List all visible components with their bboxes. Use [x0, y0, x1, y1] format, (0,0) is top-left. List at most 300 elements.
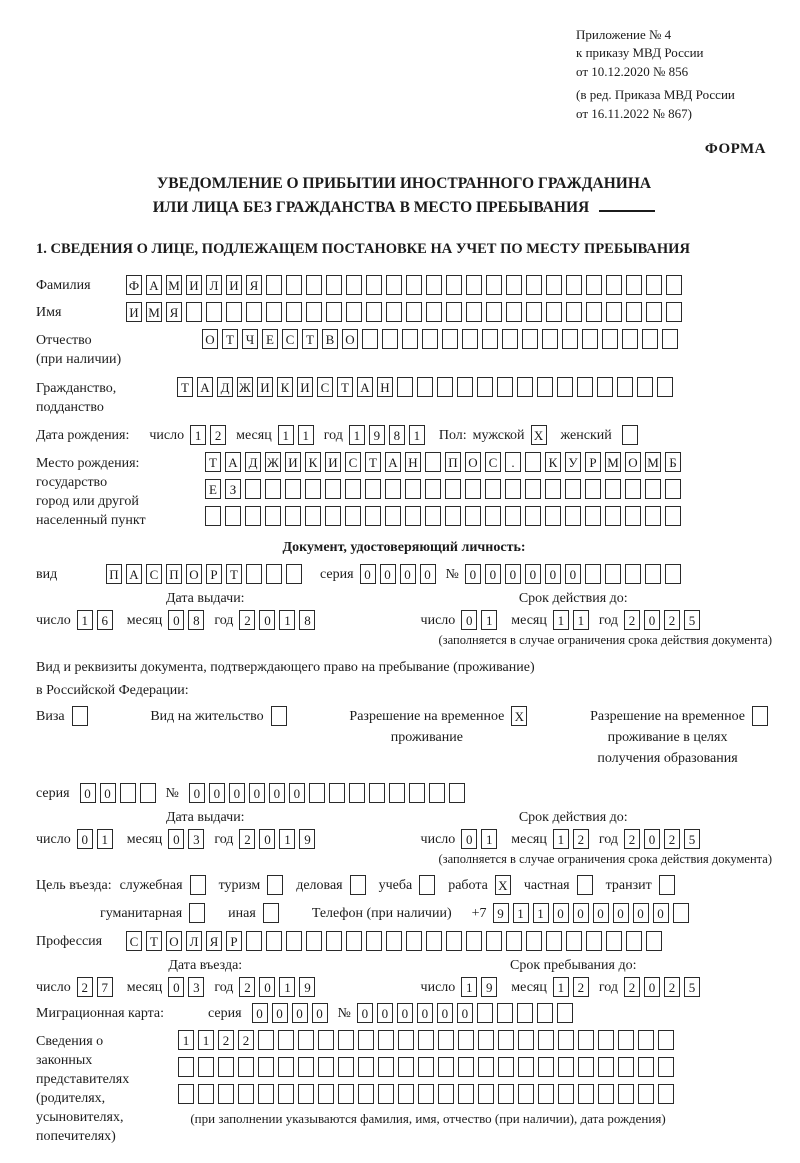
char-box[interactable]: 0: [259, 610, 275, 630]
char-box[interactable]: [618, 1030, 634, 1050]
char-box[interactable]: 5: [684, 610, 700, 630]
char-box[interactable]: Т: [205, 452, 221, 472]
char-box[interactable]: [438, 1084, 454, 1104]
char-box[interactable]: 1: [553, 610, 569, 630]
char-box[interactable]: [305, 506, 321, 526]
char-box[interactable]: [267, 875, 283, 895]
char-box[interactable]: [246, 302, 262, 322]
char-box[interactable]: [517, 377, 533, 397]
char-box[interactable]: [258, 1030, 274, 1050]
char-box[interactable]: Ж: [237, 377, 253, 397]
char-box[interactable]: 0: [593, 903, 609, 923]
char-box[interactable]: [186, 302, 202, 322]
char-box[interactable]: [346, 931, 362, 951]
char-box[interactable]: [418, 1030, 434, 1050]
char-box[interactable]: [517, 1003, 533, 1023]
char-box[interactable]: [286, 564, 302, 584]
char-box[interactable]: [457, 377, 473, 397]
identity-series-input[interactable]: [360, 564, 440, 584]
phone-input[interactable]: [493, 903, 693, 923]
identity-number-input[interactable]: [465, 564, 685, 584]
char-box[interactable]: [378, 1057, 394, 1077]
char-box[interactable]: 9: [299, 977, 315, 997]
char-box[interactable]: Е: [262, 329, 278, 349]
char-box[interactable]: 2: [624, 977, 640, 997]
char-box[interactable]: [545, 506, 561, 526]
char-box[interactable]: С: [345, 452, 361, 472]
char-box[interactable]: [178, 1084, 194, 1104]
char-box[interactable]: 0: [312, 1003, 328, 1023]
char-box[interactable]: [665, 564, 681, 584]
char-box[interactable]: [626, 302, 642, 322]
char-box[interactable]: [585, 506, 601, 526]
char-box[interactable]: [505, 506, 521, 526]
char-box[interactable]: 0: [80, 783, 96, 803]
char-box[interactable]: [309, 783, 325, 803]
purpose-business-checkbox[interactable]: [190, 875, 210, 895]
char-box[interactable]: [446, 275, 462, 295]
char-box[interactable]: [425, 506, 441, 526]
char-box[interactable]: [518, 1084, 534, 1104]
char-box[interactable]: С: [317, 377, 333, 397]
char-box[interactable]: [522, 329, 538, 349]
char-box[interactable]: [558, 1084, 574, 1104]
purpose-commercial-checkbox[interactable]: [350, 875, 370, 895]
birth-month-input[interactable]: [278, 425, 318, 445]
char-box[interactable]: [425, 479, 441, 499]
char-box[interactable]: [538, 1030, 554, 1050]
residence-number-input[interactable]: [189, 783, 469, 803]
char-box[interactable]: [538, 1057, 554, 1077]
purpose-other-checkbox[interactable]: [263, 903, 283, 923]
char-box[interactable]: [482, 329, 498, 349]
char-box[interactable]: [325, 506, 341, 526]
char-box[interactable]: [566, 302, 582, 322]
surname-input[interactable]: [126, 275, 686, 295]
entry-date-month[interactable]: [168, 977, 208, 997]
char-box[interactable]: 9: [369, 425, 385, 445]
char-box[interactable]: 2: [664, 829, 680, 849]
char-box[interactable]: 0: [633, 903, 649, 923]
char-box[interactable]: [578, 1084, 594, 1104]
char-box[interactable]: [606, 931, 622, 951]
char-box[interactable]: [622, 329, 638, 349]
char-box[interactable]: [625, 564, 641, 584]
char-box[interactable]: 0: [229, 783, 245, 803]
char-box[interactable]: [618, 1084, 634, 1104]
char-box[interactable]: Я: [246, 275, 262, 295]
char-box[interactable]: [245, 506, 261, 526]
char-box[interactable]: [398, 1084, 414, 1104]
char-box[interactable]: [266, 931, 282, 951]
char-box[interactable]: [378, 1084, 394, 1104]
char-box[interactable]: 3: [188, 977, 204, 997]
char-box[interactable]: [658, 1057, 674, 1077]
purpose-work-checkbox[interactable]: [495, 875, 515, 895]
char-box[interactable]: 2: [218, 1030, 234, 1050]
char-box[interactable]: [226, 302, 242, 322]
char-box[interactable]: [298, 1057, 314, 1077]
char-box[interactable]: [525, 452, 541, 472]
char-box[interactable]: 2: [238, 1030, 254, 1050]
char-box[interactable]: [265, 506, 281, 526]
char-box[interactable]: [306, 275, 322, 295]
char-box[interactable]: [389, 783, 405, 803]
char-box[interactable]: 0: [485, 564, 501, 584]
char-box[interactable]: Р: [585, 452, 601, 472]
citizenship-input[interactable]: [177, 377, 677, 397]
char-box[interactable]: [178, 1057, 194, 1077]
char-box[interactable]: [366, 275, 382, 295]
char-box[interactable]: [437, 377, 453, 397]
char-box[interactable]: [266, 275, 282, 295]
char-box[interactable]: [406, 931, 422, 951]
stay-until-year[interactable]: [624, 977, 704, 997]
char-box[interactable]: [426, 931, 442, 951]
char-box[interactable]: [246, 564, 262, 584]
char-box[interactable]: 2: [664, 610, 680, 630]
char-box[interactable]: [666, 275, 682, 295]
stay-until-month[interactable]: [553, 977, 593, 997]
char-box[interactable]: [585, 479, 601, 499]
birth-place-input-row1[interactable]: [205, 452, 685, 472]
char-box[interactable]: 2: [210, 425, 226, 445]
char-box[interactable]: Т: [222, 329, 238, 349]
char-box[interactable]: [646, 302, 662, 322]
char-box[interactable]: М: [146, 302, 162, 322]
char-box[interactable]: А: [357, 377, 373, 397]
char-box[interactable]: М: [605, 452, 621, 472]
char-box[interactable]: [366, 302, 382, 322]
char-box[interactable]: [505, 479, 521, 499]
char-box[interactable]: 1: [279, 829, 295, 849]
char-box[interactable]: [478, 1030, 494, 1050]
char-box[interactable]: [358, 1057, 374, 1077]
char-box[interactable]: О: [186, 564, 202, 584]
birth-day-input[interactable]: [190, 425, 230, 445]
identity-expiry-year[interactable]: [624, 610, 704, 630]
birth-place-input-row3[interactable]: [205, 506, 685, 526]
char-box[interactable]: [429, 783, 445, 803]
purpose-tourism-checkbox[interactable]: [267, 875, 287, 895]
identity-expiry-day[interactable]: [461, 610, 501, 630]
char-box[interactable]: [478, 1084, 494, 1104]
char-box[interactable]: [278, 1030, 294, 1050]
char-box[interactable]: 0: [505, 564, 521, 584]
char-box[interactable]: [565, 506, 581, 526]
char-box[interactable]: [318, 1084, 334, 1104]
char-box[interactable]: 2: [239, 977, 255, 997]
char-box[interactable]: 5: [684, 977, 700, 997]
char-box[interactable]: [362, 329, 378, 349]
char-box[interactable]: 1: [97, 829, 113, 849]
char-box[interactable]: [218, 1084, 234, 1104]
char-box[interactable]: [458, 1084, 474, 1104]
char-box[interactable]: С: [282, 329, 298, 349]
char-box[interactable]: X: [531, 425, 547, 445]
char-box[interactable]: 1: [481, 829, 497, 849]
char-box[interactable]: 2: [77, 977, 93, 997]
char-box[interactable]: [265, 479, 281, 499]
char-box[interactable]: [189, 903, 205, 923]
char-box[interactable]: [659, 875, 675, 895]
char-box[interactable]: [542, 329, 558, 349]
char-box[interactable]: 1: [279, 977, 295, 997]
char-box[interactable]: [405, 506, 421, 526]
char-box[interactable]: [577, 377, 593, 397]
char-box[interactable]: 0: [417, 1003, 433, 1023]
char-box[interactable]: [477, 377, 493, 397]
char-box[interactable]: 0: [269, 783, 285, 803]
char-box[interactable]: [537, 377, 553, 397]
char-box[interactable]: [622, 425, 638, 445]
char-box[interactable]: 1: [178, 1030, 194, 1050]
char-box[interactable]: [365, 479, 381, 499]
char-box[interactable]: 1: [573, 610, 589, 630]
char-box[interactable]: Ф: [126, 275, 142, 295]
char-box[interactable]: 1: [481, 610, 497, 630]
char-box[interactable]: Т: [226, 564, 242, 584]
char-box[interactable]: [498, 1057, 514, 1077]
char-box[interactable]: Л: [186, 931, 202, 951]
char-box[interactable]: И: [226, 275, 242, 295]
char-box[interactable]: [350, 875, 366, 895]
name-input[interactable]: [126, 302, 686, 322]
char-box[interactable]: 0: [644, 829, 660, 849]
char-box[interactable]: [586, 931, 602, 951]
char-box[interactable]: [445, 506, 461, 526]
char-box[interactable]: О: [342, 329, 358, 349]
char-box[interactable]: [642, 329, 658, 349]
char-box[interactable]: А: [225, 452, 241, 472]
birth-place-input-row2[interactable]: [205, 479, 685, 499]
char-box[interactable]: З: [225, 479, 241, 499]
char-box[interactable]: 0: [553, 903, 569, 923]
char-box[interactable]: С: [126, 931, 142, 951]
char-box[interactable]: [665, 506, 681, 526]
char-box[interactable]: [326, 931, 342, 951]
char-box[interactable]: [606, 302, 622, 322]
char-box[interactable]: 2: [239, 610, 255, 630]
char-box[interactable]: [497, 377, 513, 397]
char-box[interactable]: К: [545, 452, 561, 472]
char-box[interactable]: [338, 1030, 354, 1050]
char-box[interactable]: [285, 506, 301, 526]
char-box[interactable]: [402, 329, 418, 349]
char-box[interactable]: [349, 783, 365, 803]
char-box[interactable]: [673, 903, 689, 923]
char-box[interactable]: [120, 783, 136, 803]
purpose-transit-checkbox[interactable]: [659, 875, 679, 895]
char-box[interactable]: К: [277, 377, 293, 397]
char-box[interactable]: [346, 302, 362, 322]
char-box[interactable]: [752, 706, 768, 726]
char-box[interactable]: [238, 1084, 254, 1104]
char-box[interactable]: [218, 1057, 234, 1077]
char-box[interactable]: Т: [177, 377, 193, 397]
char-box[interactable]: [485, 479, 501, 499]
char-box[interactable]: [140, 783, 156, 803]
char-box[interactable]: 1: [198, 1030, 214, 1050]
char-box[interactable]: [617, 377, 633, 397]
char-box[interactable]: [546, 302, 562, 322]
residence-issue-month[interactable]: [168, 829, 208, 849]
char-box[interactable]: Р: [206, 564, 222, 584]
char-box[interactable]: [329, 783, 345, 803]
char-box[interactable]: [497, 1003, 513, 1023]
char-box[interactable]: [366, 931, 382, 951]
char-box[interactable]: [558, 1030, 574, 1050]
char-box[interactable]: [558, 1057, 574, 1077]
char-box[interactable]: [386, 275, 402, 295]
char-box[interactable]: И: [186, 275, 202, 295]
char-box[interactable]: 0: [168, 977, 184, 997]
char-box[interactable]: [586, 275, 602, 295]
char-box[interactable]: [658, 1084, 674, 1104]
char-box[interactable]: [278, 1057, 294, 1077]
char-box[interactable]: 0: [420, 564, 436, 584]
char-box[interactable]: [326, 275, 342, 295]
char-box[interactable]: [438, 1057, 454, 1077]
char-box[interactable]: [526, 302, 542, 322]
char-box[interactable]: [385, 479, 401, 499]
char-box[interactable]: П: [445, 452, 461, 472]
char-box[interactable]: [566, 275, 582, 295]
char-box[interactable]: [198, 1084, 214, 1104]
char-box[interactable]: [518, 1057, 534, 1077]
char-box[interactable]: [206, 302, 222, 322]
char-box[interactable]: 1: [461, 977, 477, 997]
char-box[interactable]: [477, 1003, 493, 1023]
char-box[interactable]: А: [146, 275, 162, 295]
char-box[interactable]: [657, 377, 673, 397]
char-box[interactable]: Б: [665, 452, 681, 472]
identity-issue-day[interactable]: [77, 610, 117, 630]
char-box[interactable]: [465, 479, 481, 499]
char-box[interactable]: 9: [481, 977, 497, 997]
char-box[interactable]: 0: [573, 903, 589, 923]
char-box[interactable]: [478, 1057, 494, 1077]
char-box[interactable]: [417, 377, 433, 397]
char-box[interactable]: 1: [553, 977, 569, 997]
migration-number-input[interactable]: [357, 1003, 577, 1023]
char-box[interactable]: [545, 479, 561, 499]
char-box[interactable]: Д: [217, 377, 233, 397]
char-box[interactable]: [582, 329, 598, 349]
char-box[interactable]: 9: [299, 829, 315, 849]
char-box[interactable]: [486, 275, 502, 295]
char-box[interactable]: [537, 1003, 553, 1023]
char-box[interactable]: [365, 506, 381, 526]
char-box[interactable]: 0: [397, 1003, 413, 1023]
char-box[interactable]: [562, 329, 578, 349]
char-box[interactable]: 0: [100, 783, 116, 803]
char-box[interactable]: 1: [279, 610, 295, 630]
char-box[interactable]: 0: [168, 829, 184, 849]
char-box[interactable]: [397, 377, 413, 397]
char-box[interactable]: 0: [525, 564, 541, 584]
gender-female-checkbox[interactable]: [622, 425, 642, 445]
char-box[interactable]: Я: [166, 302, 182, 322]
char-box[interactable]: [625, 479, 641, 499]
char-box[interactable]: В: [322, 329, 338, 349]
char-box[interactable]: [578, 1057, 594, 1077]
char-box[interactable]: 7: [97, 977, 113, 997]
char-box[interactable]: [462, 329, 478, 349]
char-box[interactable]: 0: [168, 610, 184, 630]
identity-expiry-month[interactable]: [553, 610, 593, 630]
char-box[interactable]: 0: [653, 903, 669, 923]
char-box[interactable]: [298, 1030, 314, 1050]
residence-expiry-day[interactable]: [461, 829, 501, 849]
residence-issue-year[interactable]: [239, 829, 319, 849]
char-box[interactable]: 0: [380, 564, 396, 584]
char-box[interactable]: [345, 479, 361, 499]
char-box[interactable]: [406, 302, 422, 322]
char-box[interactable]: П: [106, 564, 122, 584]
char-box[interactable]: А: [197, 377, 213, 397]
char-box[interactable]: [386, 931, 402, 951]
char-box[interactable]: [646, 275, 662, 295]
char-box[interactable]: [526, 275, 542, 295]
char-box[interactable]: [398, 1030, 414, 1050]
char-box[interactable]: [665, 479, 681, 499]
char-box[interactable]: 1: [513, 903, 529, 923]
char-box[interactable]: [502, 329, 518, 349]
char-box[interactable]: [386, 302, 402, 322]
char-box[interactable]: [358, 1030, 374, 1050]
char-box[interactable]: [566, 931, 582, 951]
char-box[interactable]: 0: [400, 564, 416, 584]
char-box[interactable]: 0: [644, 610, 660, 630]
stay-until-day[interactable]: [461, 977, 501, 997]
char-box[interactable]: 3: [188, 829, 204, 849]
char-box[interactable]: [338, 1057, 354, 1077]
char-box[interactable]: .: [505, 452, 521, 472]
char-box[interactable]: [602, 329, 618, 349]
char-box[interactable]: [586, 302, 602, 322]
char-box[interactable]: К: [305, 452, 321, 472]
char-box[interactable]: [638, 1030, 654, 1050]
residence-issue-day[interactable]: [77, 829, 117, 849]
char-box[interactable]: Р: [226, 931, 242, 951]
char-box[interactable]: [225, 506, 241, 526]
char-box[interactable]: [546, 275, 562, 295]
char-box[interactable]: [398, 1057, 414, 1077]
char-box[interactable]: 0: [360, 564, 376, 584]
char-box[interactable]: Ж: [265, 452, 281, 472]
char-box[interactable]: 0: [461, 610, 477, 630]
char-box[interactable]: [298, 1084, 314, 1104]
char-box[interactable]: [466, 275, 482, 295]
char-box[interactable]: [637, 377, 653, 397]
char-box[interactable]: [285, 479, 301, 499]
char-box[interactable]: 0: [565, 564, 581, 584]
char-box[interactable]: [638, 1084, 654, 1104]
char-box[interactable]: 1: [349, 425, 365, 445]
char-box[interactable]: Л: [206, 275, 222, 295]
residence-expiry-year[interactable]: [624, 829, 704, 849]
char-box[interactable]: 8: [188, 610, 204, 630]
char-box[interactable]: 0: [465, 564, 481, 584]
char-box[interactable]: [426, 302, 442, 322]
char-box[interactable]: [266, 302, 282, 322]
char-box[interactable]: А: [126, 564, 142, 584]
char-box[interactable]: [305, 479, 321, 499]
char-box[interactable]: 0: [252, 1003, 268, 1023]
birth-year-input[interactable]: [349, 425, 429, 445]
char-box[interactable]: [72, 706, 88, 726]
